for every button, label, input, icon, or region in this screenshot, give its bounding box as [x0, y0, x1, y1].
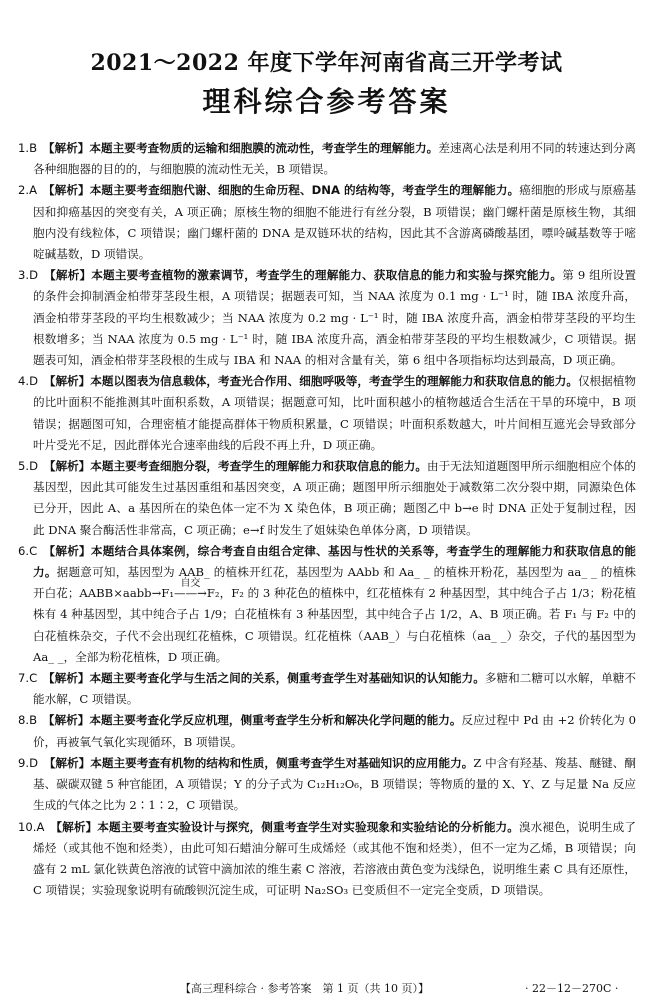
item-analysis-text: 反应过程中 Pd 由 +2 价转化为 0 价，再被氧气氧化实现循环，B 项错误。 [33, 713, 636, 749]
item-number: 10. [18, 819, 37, 834]
item-answer: B [29, 141, 38, 155]
reaction-arrow: 自交 ——→ [174, 583, 207, 604]
item-analysis-tag: 【解析】本题主要考查化学反应机理，侧重考查学生分析和解决化学问题的能力。 [48, 713, 462, 728]
item-number: 4. [18, 374, 30, 389]
item-analysis-text: 差速离心法是利用不同的转速达到分离各种细胞器的目的的，与细胞膜的流动性无关，B 项错误。 [33, 141, 636, 177]
item-number: 7. [18, 671, 30, 686]
item-answer: C [29, 543, 38, 558]
answer-item-4 [18, 371, 636, 456]
item-analysis-tag: 【解析】本题主要考查细胞代谢、细胞的生命历程、DNA 的结构等，考查学生的理解能力。 [48, 183, 520, 198]
item-analysis-text: 多糖和二糖可以水解，单糖不能水解，C 项错误。 [33, 671, 636, 707]
item-number: 1. [18, 141, 30, 155]
item-analysis-tag: 【解析】本题结合具体案例，综合考查自由组合定律、基因与性状的关系等，考查学生的理解能力和获取信息的能力。 [33, 543, 636, 580]
answer-item-8 [18, 710, 636, 752]
item-answer: D [29, 374, 38, 389]
answer-item-9 [18, 753, 636, 817]
answer-item-1 [18, 138, 636, 180]
item-answer: B [29, 713, 38, 728]
item-number: 3. [18, 268, 30, 283]
answer-item-6 [18, 541, 636, 668]
item-analysis-text: 溴水褪色，说明生成了烯烃（或其他不饱和烃类），由此可知石蜡油分解可生成烯烃（或其他不饱和烃类），但不一定为乙烯，B 项错误；向盛有 2 mL 氯化铁黄色溶液的试管中滴加浓的维生素 C 溶液，若溶液由黄色变为浅绿色，说明维生素 C 具有还原性，C 项错误；实验现象说明有硫酸钡沉淀生成，可证明 Na₂SO₃ 已变质但不一定完全变质，D 项错误。 [33, 819, 636, 898]
answer-item-2 [18, 180, 636, 265]
item-analysis-text: 据题意可知，基因型为 AAB_ 的植株开红花，基因型为 AAbb 和 Aa_ _ 的植株开粉花，基因型为 aa_ _ 的植株开白花；AABB×aabb→F₁ [33, 565, 636, 601]
item-number: 9. [18, 755, 30, 770]
item-answer: A [36, 819, 45, 834]
answer-item-3 [18, 265, 636, 371]
item-number: 2. [18, 183, 30, 198]
answer-item-10 [18, 817, 636, 902]
item-analysis-text: 由于无法知道题图甲所示细胞相应个体的基因型，因此其可能发生过基因重组和基因突变，A 项正确；题图甲所示细胞处于减数第二次分裂中期，同源染色体已分开，因此 A、a 基因所在的染色体一定不为 X 染色体，B 项正确；题图乙中 b→e 时 DNA 正处于复制过程，因此 DNA 聚合酶活性非常高，C 项正确；e→f 时发生了姐妹染色单体分离，D 项错误。 [33, 459, 636, 537]
item-analysis-tag: 【解析】本题主要考查植物的激素调节，考查学生的理解能力、获取信息的能力和实验与探究能力。 [49, 268, 563, 283]
footer-doc-code: · 22－12－270C · [525, 982, 619, 995]
arrow-label: 自交 [180, 578, 201, 590]
item-answer: C [29, 671, 38, 686]
answer-item-5 [18, 456, 636, 541]
answer-item-7 [18, 668, 636, 710]
item-analysis-text: 癌细胞的形成与原癌基因和抑癌基因的突变有关，A 项正确；原核生物的细胞不能进行有丝分裂，B 项错误；幽门螺杆菌是原核生物，其细胞内没有线粒体，C 项错误；幽门螺杆菌的 DNA 是双链环状的结构，因此其不含游离磷酸基团，嘌呤碱基数等于嘧啶碱基数，D 项错误。 [33, 183, 636, 262]
item-answer: D [29, 755, 38, 770]
answer-list [18, 138, 636, 901]
item-answer: A [29, 183, 37, 198]
item-analysis-tag: 【解析】本题主要考查物质的运输和细胞膜的流动性，考查学生的理解能力。 [48, 141, 439, 155]
footer-page-info: 【高三理科综合 · 参考答案 第 1 页（共 10 页）】 [180, 982, 429, 995]
item-answer: D [29, 268, 38, 283]
item-analysis-tag: 【解析】本题主要考查实验设计与探究，侧重考查学生对实验现象和实验结论的分析能力。 [56, 819, 519, 834]
item-analysis-text-continued: F₂，F₂ 的 3 种花色的植株中，红花植株有 2 种基因型，其中纯合子占 1/3；粉花植株有 4 种基因型，其中纯合子占 1/9；白花植株有 3 种基因型，其中纯合子占 1/2，A、B 项正确。若 F₁ 与 F₂ 中的白花植株杂交，子代不会出现红花植株，C 项错误。红花植株（AAB_）与白花植株（aa_ _）杂交，子代的基因型为 Aa_ _，全部为粉花植株，D 项正确。 [33, 586, 636, 664]
item-number: 8. [18, 713, 30, 728]
page-title: 2021～2022 年度下学年河南省高三开学考试 [90, 50, 563, 76]
item-analysis-text: Z 中含有羟基、羧基、醚键、酮基、碳碳双键 5 种官能团，A 项错误；Y 的分子式为 C₁₂H₁₂O₆，B 项错误；等物质的量的 X、Y、Z 与足量 Na 反应生成的气体之比为 2∶1∶2，C 项错误。 [33, 755, 636, 813]
item-analysis-text: 第 9 组所设置的条件会抑制酒金柏带芽茎段生根，A 项错误；据题表可知，当 NAA 浓度为 0.1 mg · L⁻¹ 时，随 IBA 浓度升高，酒金柏带芽茎段的平均生根数减少；当 NAA 浓度为 0.2 mg · L⁻¹ 时，随 IBA 浓度升高，酒金柏带芽茎段的平均生根数增多；当 NAA 浓度为 0.5 mg · L⁻¹ 时，随 IBA 浓度升高，酒金柏带芽茎段的平均生根数减少，C 项错误。据题表可知，酒金柏带芽茎段根的生成与 IBA 和 NAA 的相对含量有关，第 6 组中各项指标均达到最高，D 项正确。 [33, 268, 636, 368]
item-analysis-text: 仅根据植物的比叶面积不能推测其叶面积系数，A 项错误；据题意可知，比叶面积越小的植物越适合生活在干旱的环境中，B 项错误；据题图可知，合理密植才能提高群体干物质积累量，C 项错误；叶面积系数越大，叶片间相互遮光会导致部分叶片受光不足，因此群体光合速率曲线的后段不再上升，D 项正确。 [33, 374, 636, 452]
item-analysis-tag: 【解析】本题主要考查有机物的结构和性质，侧重考查学生对基础知识的应用能力。 [49, 755, 474, 770]
item-answer: D [29, 459, 38, 474]
page-subtitle: 理科综合参考答案 [202, 85, 451, 118]
item-analysis-tag: 【解析】本题以图表为信息载体，考查光合作用、细胞呼吸等，考查学生的理解能力和获取信息的能力。 [49, 374, 578, 389]
item-number: 6. [18, 543, 30, 558]
item-number: 5. [18, 459, 30, 474]
item-analysis-tag: 【解析】本题主要考查化学与生活之间的关系，侧重考查学生对基础知识的认知能力。 [48, 671, 485, 686]
item-analysis-tag: 【解析】本题主要考查细胞分裂，考查学生的理解能力和获取信息的能力。 [49, 459, 428, 474]
